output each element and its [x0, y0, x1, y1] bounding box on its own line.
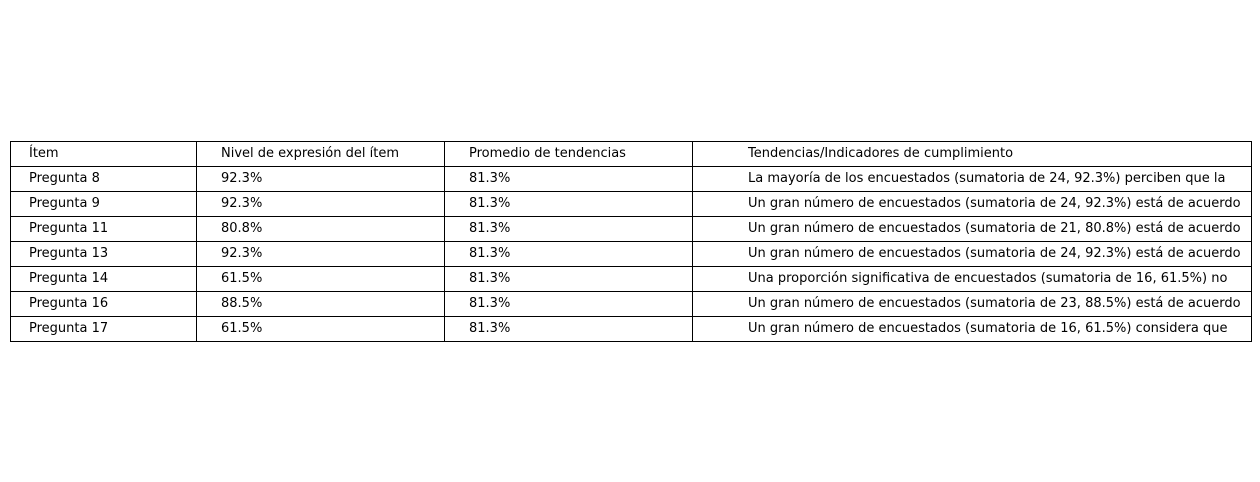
- cell-trend-average: 81.3%: [445, 292, 693, 317]
- cell-expression-level: 88.5%: [197, 292, 445, 317]
- header-trend-average: Promedio de tendencias: [445, 142, 693, 167]
- cell-trend-average: 81.3%: [445, 192, 693, 217]
- cell-expression-level: 61.5%: [197, 267, 445, 292]
- cell-item: Pregunta 11: [11, 217, 197, 242]
- data-table: [10, 141, 1252, 342]
- cell-compliance-indicator: Un gran número de encuestados (sumatoria de 24, 92.3%) está de acuerdo: [693, 192, 1252, 217]
- cell-trend-average: 81.3%: [445, 242, 693, 267]
- table-header-row: [11, 142, 1252, 167]
- table-row: [11, 242, 1252, 267]
- cell-compliance-indicator: Un gran número de encuestados (sumatoria de 23, 88.5%) está de acuerdo: [693, 292, 1252, 317]
- cell-item: Pregunta 14: [11, 267, 197, 292]
- header-item: Ítem: [11, 142, 197, 167]
- header-expression-level: Nivel de expresión del ítem: [197, 142, 445, 167]
- cell-item: Pregunta 16: [11, 292, 197, 317]
- cell-compliance-indicator: Un gran número de encuestados (sumatoria de 16, 61.5%) considera que: [693, 317, 1252, 342]
- cell-item: Pregunta 13: [11, 242, 197, 267]
- cell-trend-average: 81.3%: [445, 167, 693, 192]
- cell-trend-average: 81.3%: [445, 217, 693, 242]
- table-row: [11, 292, 1252, 317]
- cell-expression-level: 92.3%: [197, 242, 445, 267]
- cell-compliance-indicator: Un gran número de encuestados (sumatoria de 24, 92.3%) está de acuerdo: [693, 242, 1252, 267]
- header-compliance-indicators: Tendencias/Indicadores de cumplimiento: [693, 142, 1252, 167]
- table-body: [11, 142, 1252, 342]
- cell-expression-level: 92.3%: [197, 167, 445, 192]
- cell-expression-level: 92.3%: [197, 192, 445, 217]
- cell-compliance-indicator: La mayoría de los encuestados (sumatoria de 24, 92.3%) perciben que la: [693, 167, 1252, 192]
- table-row: [11, 317, 1252, 342]
- cell-trend-average: 81.3%: [445, 317, 693, 342]
- cell-item: Pregunta 9: [11, 192, 197, 217]
- cell-compliance-indicator: Una proporción significativa de encuestados (sumatoria de 16, 61.5%) no: [693, 267, 1252, 292]
- table-row: [11, 217, 1252, 242]
- cell-item: Pregunta 8: [11, 167, 197, 192]
- cell-compliance-indicator: Un gran número de encuestados (sumatoria de 21, 80.8%) está de acuerdo: [693, 217, 1252, 242]
- table-row: [11, 267, 1252, 292]
- cell-item: Pregunta 17: [11, 317, 197, 342]
- cell-expression-level: 61.5%: [197, 317, 445, 342]
- cell-expression-level: 80.8%: [197, 217, 445, 242]
- table-row: [11, 167, 1252, 192]
- table-row: [11, 192, 1252, 217]
- cell-trend-average: 81.3%: [445, 267, 693, 292]
